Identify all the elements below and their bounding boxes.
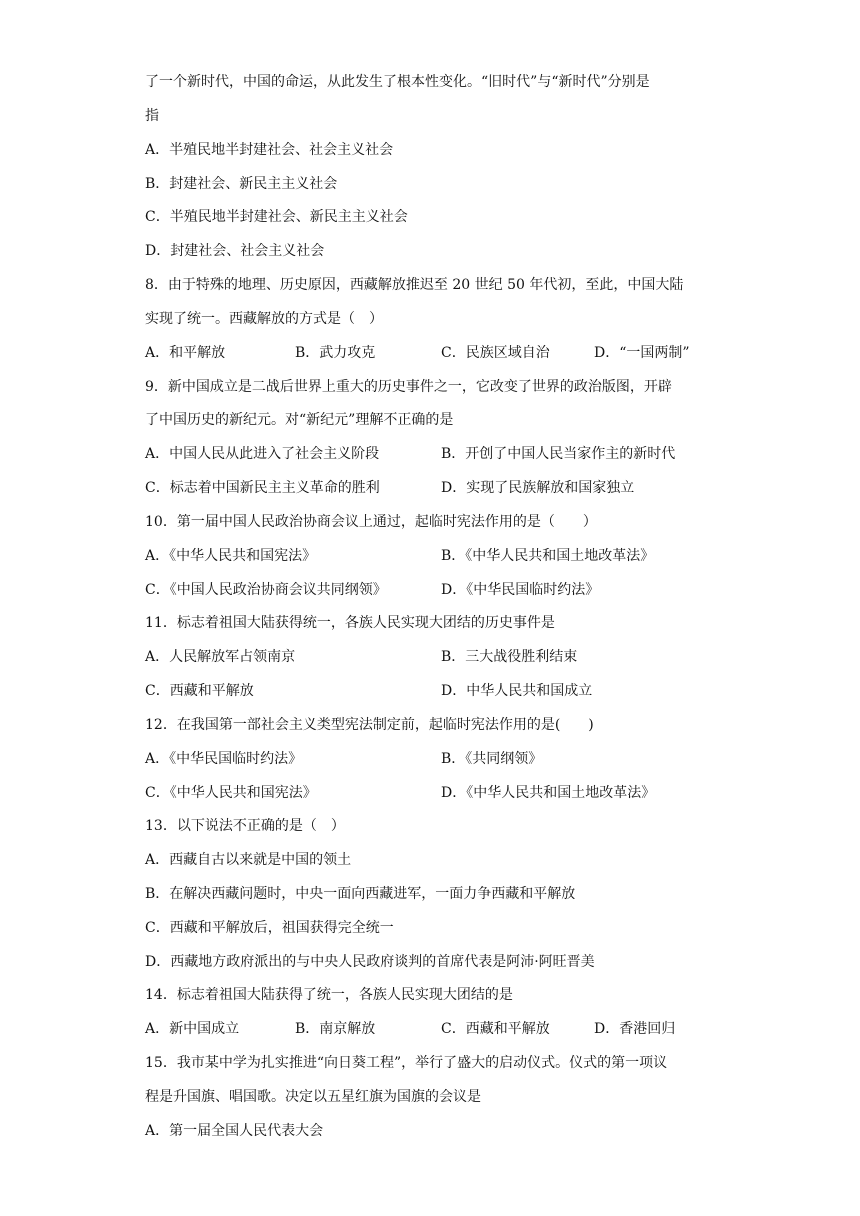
q11-stem: 11．标志着祖国大陆获得统一，各族人民实现大团结的历史事件是 <box>145 615 555 631</box>
q14-option-a: A．新中国成立 <box>145 1021 240 1037</box>
q12-option-d: D．《中华人民共和国土地改革法》 <box>441 785 656 801</box>
q14-option-b: B．南京解放 <box>295 1021 376 1037</box>
q12-options-row-2 <box>145 783 725 803</box>
q13-option-c: C．西藏和平解放后，祖国获得完全统一 <box>145 920 394 936</box>
q8-option-c: C．民族区域自治 <box>441 345 550 361</box>
q15-stem-line-1: 15．我市某中学为扎实推进“向日葵工程”，举行了盛大的启动仪式。仪式的第一项议 <box>145 1055 668 1071</box>
q11-option-b: B．三大战役胜利结束 <box>441 649 578 665</box>
q7-option-b: B．封建社会、新民主主义社会 <box>145 176 338 192</box>
q15-stem-line-2: 程是升国旗、唱国歌。决定以五星红旗为国旗的会议是 <box>145 1089 481 1105</box>
q7-stem-line-2: 指 <box>145 108 159 124</box>
q14-options <box>145 1019 725 1039</box>
q8-option-b: B．武力攻克 <box>295 345 376 361</box>
q12-stem: 12．在我国第一部社会主义类型宪法制定前，起临时宪法作用的是( ) <box>145 717 594 733</box>
q7-stem-line-1: 了一个新时代，中国的命运，从此发生了根本性变化。“旧时代”与“新时代”分别是 <box>145 74 650 90</box>
q8-options <box>145 343 725 363</box>
q9-option-b: B．开创了中国人民当家作主的新时代 <box>441 446 676 462</box>
q9-option-a: A．中国人民从此进入了社会主义阶段 <box>145 446 380 462</box>
q8-stem-line-1: 8．由于特殊的地理、历史原因，西藏解放推迟至 20 世纪 50 年代初，至此，中国大陆 <box>145 277 684 293</box>
q14-stem: 14．标志着祖国大陆获得了统一，各族人民实现大团结的是 <box>145 987 513 1003</box>
q9-options-row-2 <box>145 478 725 498</box>
q7-option-c: C．半殖民地半封建社会、新民主主义社会 <box>145 209 408 225</box>
q7-option-d: D．封建社会、社会主义社会 <box>145 243 325 259</box>
q11-option-a: A．人民解放军占领南京 <box>145 649 296 665</box>
q10-option-d: D．《中华民国临时约法》 <box>441 582 600 598</box>
q13-option-a: A．西藏自古以来就是中国的领土 <box>145 852 352 868</box>
q14-option-d: D．香港回归 <box>594 1021 676 1037</box>
q15-option-a: A．第一届全国人民代表大会 <box>145 1123 324 1139</box>
q11-option-d: D．中华人民共和国成立 <box>441 683 593 699</box>
q8-option-a: A．和平解放 <box>145 345 226 361</box>
q7-option-a: A．半殖民地半封建社会、社会主义社会 <box>145 142 394 158</box>
q10-stem: 10．第一届中国人民政治协商会议上通过，起临时宪法作用的是（ ） <box>145 514 597 530</box>
q12-options-row-1 <box>145 749 725 769</box>
q12-option-c: C．《中华人民共和国宪法》 <box>145 785 317 801</box>
q9-option-c: C．标志着中国新民主主义革命的胜利 <box>145 480 380 496</box>
q12-option-b: B．《共同纲领》 <box>441 751 543 767</box>
q10-option-c: C．《中国人民政治协商会议共同纲领》 <box>145 582 387 598</box>
q11-options-row-1 <box>145 647 725 667</box>
q11-options-row-2 <box>145 681 725 701</box>
q8-option-d: D．“一国两制” <box>594 345 690 361</box>
q10-options-row-1 <box>145 546 725 566</box>
q10-option-a: A．《中华人民共和国宪法》 <box>145 548 317 564</box>
q13-stem: 13．以下说法不正确的是（ ） <box>145 818 345 834</box>
q11-option-c: C．西藏和平解放 <box>145 683 254 699</box>
q14-option-c: C．西藏和平解放 <box>441 1021 550 1037</box>
q12-option-a: A．《中华民国临时约法》 <box>145 751 303 767</box>
q8-stem-line-2: 实现了统一。西藏解放的方式是（ ） <box>145 311 383 327</box>
q10-option-b: B．《中华人民共和国土地改革法》 <box>441 548 655 564</box>
q9-stem-line-1: 9．新中国成立是二战后世界上重大的历史事件之一，它改变了世界的政治版图，开辟 <box>145 379 672 395</box>
q13-option-d: D．西藏地方政府派出的与中央人民政府谈判的首席代表是阿沛·阿旺晋美 <box>145 954 595 970</box>
q9-options-row-1 <box>145 444 725 464</box>
q9-stem-line-2: 了中国历史的新纪元。对“新纪元”理解不正确的是 <box>145 412 454 428</box>
q10-options-row-2 <box>145 580 725 600</box>
q13-option-b: B．在解决西藏问题时，中央一面向西藏进军，一面力争西藏和平解放 <box>145 886 576 902</box>
q9-option-d: D．实现了民族解放和国家独立 <box>441 480 635 496</box>
